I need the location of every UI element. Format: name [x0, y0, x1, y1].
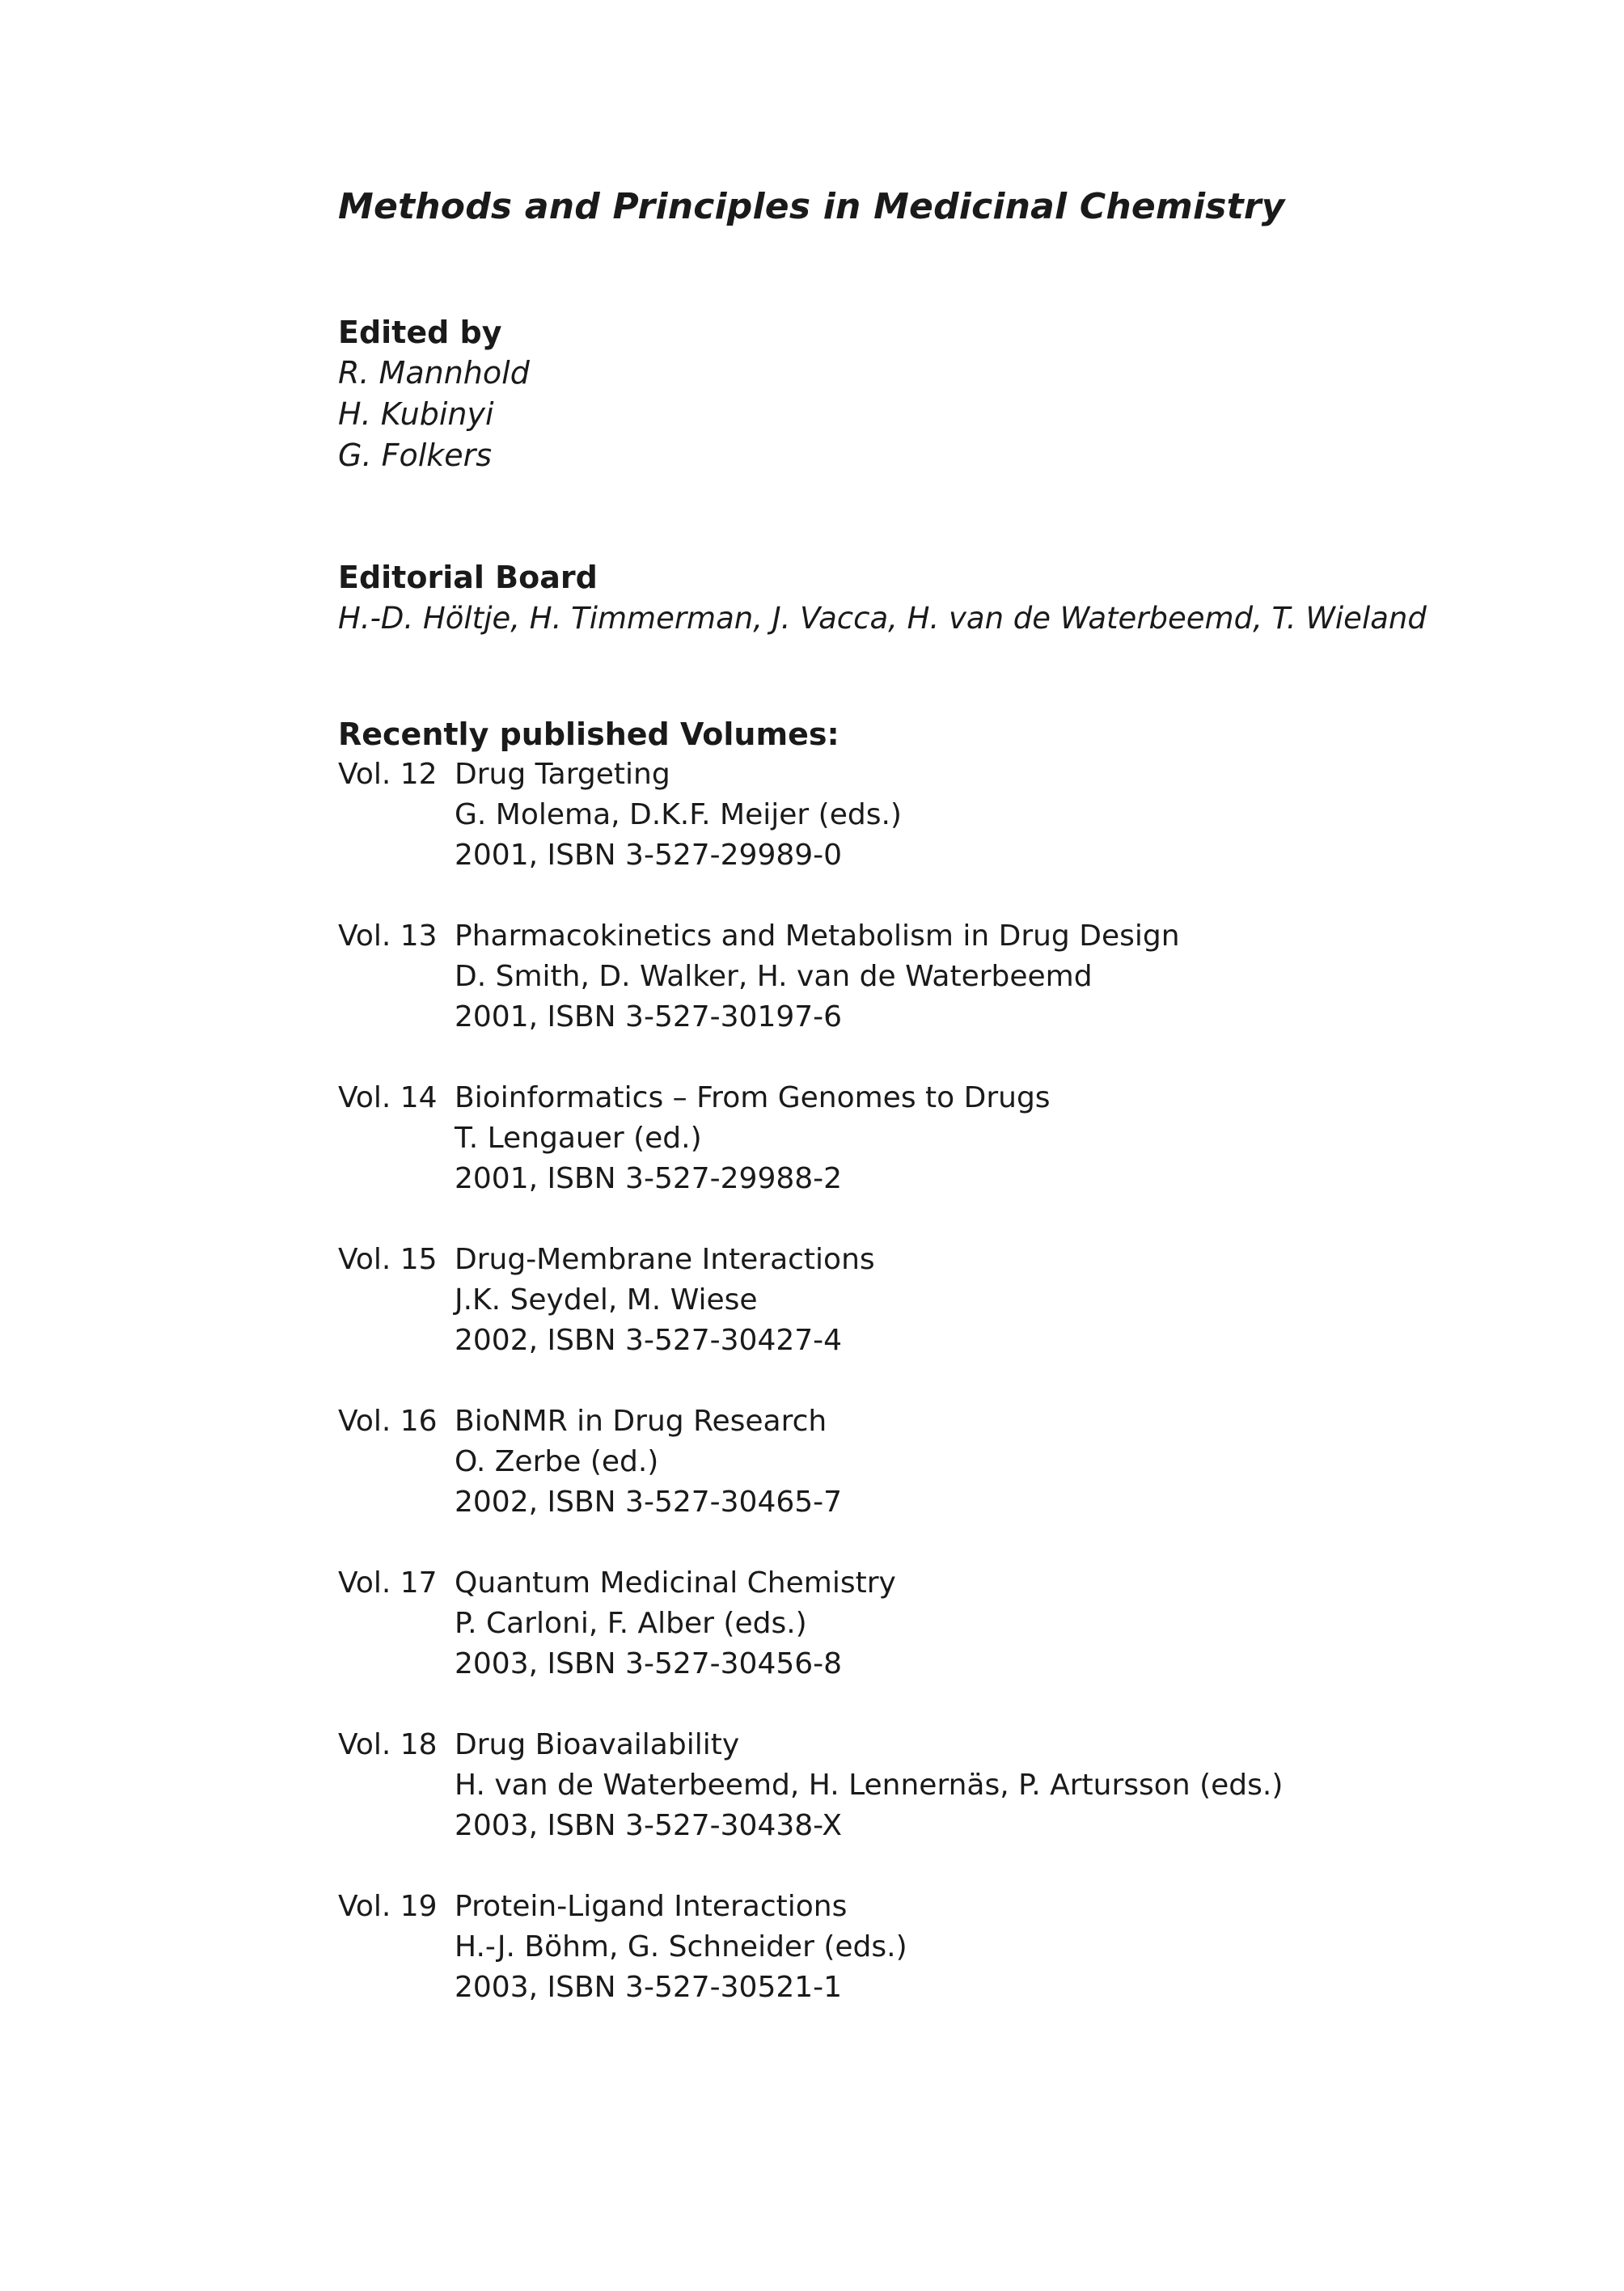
- volume-details: [455, 916, 1551, 1038]
- recent-volumes-heading: Recently published Volumes:: [338, 716, 839, 752]
- volume-title: Drug Targeting: [455, 758, 670, 791]
- recent-volumes-section: [338, 714, 1551, 2008]
- editor-name: H. Kubinyi: [338, 396, 494, 432]
- editorial-board-section: [338, 557, 1551, 640]
- volume-authors: P. Carloni, F. Alber (eds.): [455, 1607, 807, 1640]
- volume-authors: O. Zerbe (ed.): [455, 1445, 659, 1478]
- volume-number: Vol. 12: [338, 758, 438, 791]
- volume-title: Protein-Ligand Interactions: [455, 1890, 848, 1923]
- volume-details: [455, 1887, 1551, 2008]
- volume-title: Drug Bioavailability: [455, 1728, 740, 1761]
- volume-title: Drug-Membrane Interactions: [455, 1243, 875, 1276]
- volume-authors: T. Lengauer (ed.): [455, 1122, 702, 1155]
- edited-by-section: [338, 312, 1551, 476]
- volume-publication: 2001, ISBN 3-527-30197-6: [455, 1000, 843, 1033]
- edited-by-heading: Edited by: [338, 315, 502, 350]
- volume-entry: [338, 1563, 1551, 1684]
- volume-number: Vol. 19: [338, 1890, 438, 1923]
- volume-publication: 2001, ISBN 3-527-29989-0: [455, 839, 843, 872]
- series-title: Methods and Principles in Medicinal Chemistry: [338, 186, 1285, 227]
- page-content: [338, 183, 1551, 2048]
- volume-number: Vol. 16: [338, 1405, 438, 1438]
- volume-entry: [338, 1240, 1551, 1361]
- volume-entry: [338, 1887, 1551, 2008]
- volume-authors: D. Smith, D. Walker, H. van de Waterbeemd: [455, 960, 1093, 993]
- volume-publication: 2003, ISBN 3-527-30521-1: [455, 1971, 843, 2004]
- volume-details: [455, 1240, 1551, 1361]
- volume-number: Vol. 15: [338, 1243, 438, 1276]
- volume-authors: G. Molema, D.K.F. Meijer (eds.): [455, 798, 902, 831]
- volume-details: [455, 1078, 1551, 1199]
- volume-details: [455, 755, 1551, 876]
- volume-title: BioNMR in Drug Research: [455, 1405, 827, 1438]
- editorial-board-members: H.-D. Höltje, H. Timmerman, J. Vacca, H. van de Waterbeemd, T. Wieland: [338, 601, 1427, 636]
- volume-number: Vol. 13: [338, 919, 438, 953]
- volume-publication: 2002, ISBN 3-527-30465-7: [455, 1486, 843, 1519]
- volume-details: [455, 1725, 1551, 1846]
- volume-number: Vol. 14: [338, 1081, 438, 1114]
- volume-entry: [338, 1725, 1551, 1846]
- volume-title: Bioinformatics – From Genomes to Drugs: [455, 1081, 1051, 1114]
- editorial-board-heading: Editorial Board: [338, 560, 598, 595]
- volume-publication: 2003, ISBN 3-527-30456-8: [455, 1647, 843, 1680]
- volume-publication: 2003, ISBN 3-527-30438-X: [455, 1809, 843, 1842]
- volume-title: Quantum Medicinal Chemistry: [455, 1566, 896, 1600]
- volume-number: Vol. 17: [338, 1566, 438, 1600]
- volume-details: [455, 1563, 1551, 1684]
- volume-publication: 2002, ISBN 3-527-30427-4: [455, 1324, 843, 1357]
- volume-authors: H. van de Waterbeemd, H. Lennernäs, P. Artursson (eds.): [455, 1769, 1284, 1802]
- editor-name: R. Mannhold: [338, 355, 530, 391]
- editor-name: G. Folkers: [338, 437, 493, 473]
- volume-details: [455, 1401, 1551, 1523]
- volume-title: Pharmacokinetics and Metabolism in Drug Design: [455, 919, 1180, 953]
- volume-entry: [338, 755, 1551, 876]
- volume-entry: [338, 916, 1551, 1038]
- volume-number: Vol. 18: [338, 1728, 438, 1761]
- volume-authors: J.K. Seydel, M. Wiese: [455, 1283, 758, 1317]
- volume-entry: [338, 1078, 1551, 1199]
- volume-publication: 2001, ISBN 3-527-29988-2: [455, 1162, 843, 1195]
- volume-entry: [338, 1401, 1551, 1523]
- volume-authors: H.-J. Böhm, G. Schneider (eds.): [455, 1930, 907, 1963]
